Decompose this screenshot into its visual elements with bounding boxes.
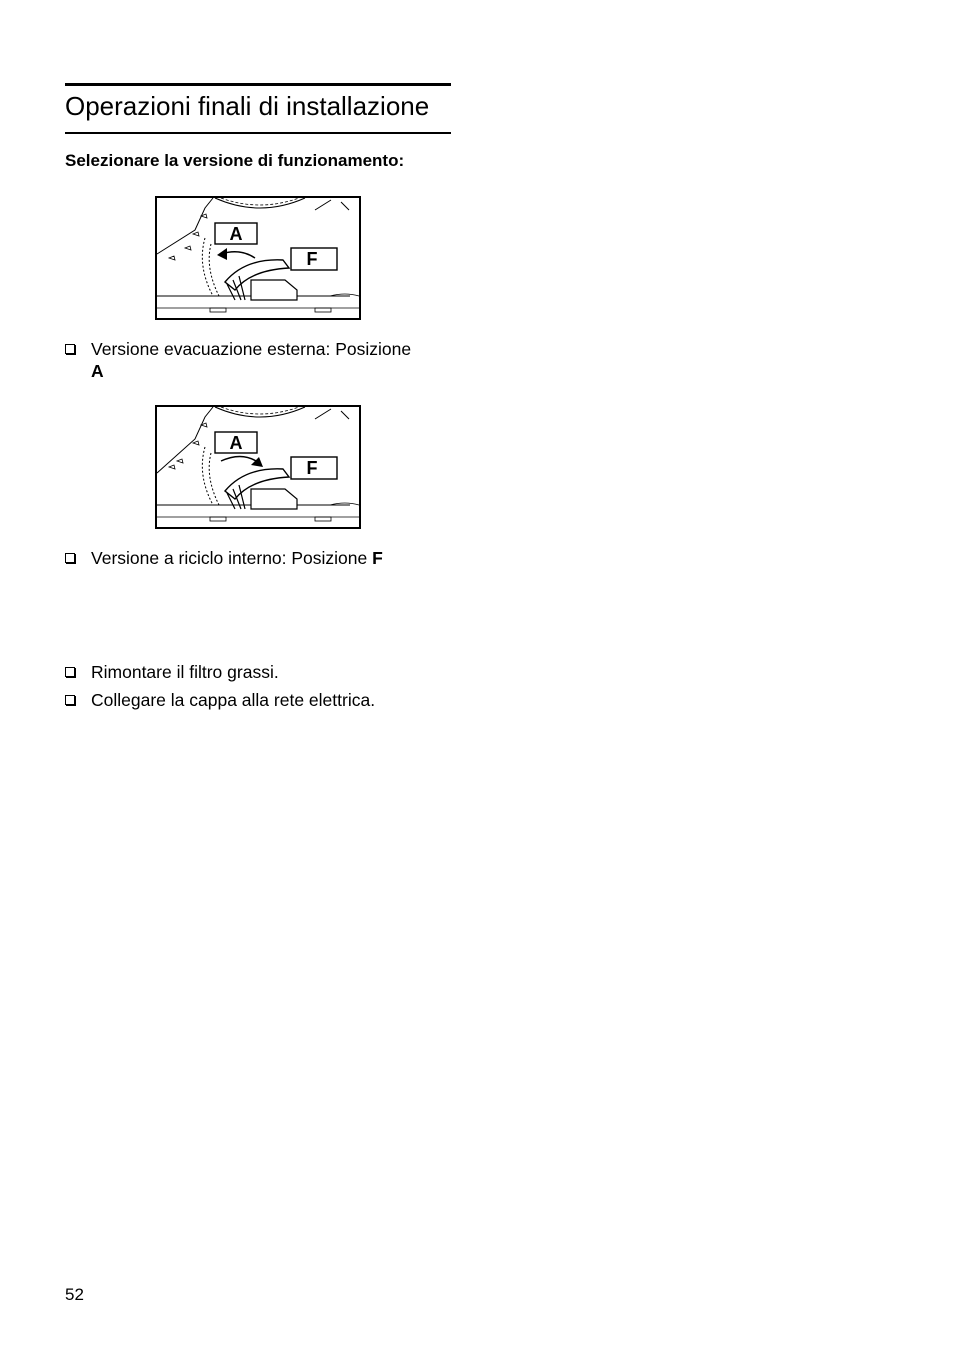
label-a: A [229, 224, 243, 244]
document-page: Operazioni finali di installazione Selezionare la versione di funzionamento: A F Versione evacuazione esterna: Posizione A A F Versione a riciclo interno: Posizione F Rimontare il filtro grassi. Collegare la cappa alla rete elettrica. 52 [0, 0, 954, 1352]
damper-illustration [155, 405, 361, 529]
checkbox-square-icon [65, 695, 75, 705]
title-rule-bottom [65, 132, 451, 134]
figure-recirculation-position-f [155, 405, 361, 529]
label-a: A [229, 433, 243, 453]
damper-illustration [155, 196, 361, 320]
checkbox-square-icon [65, 667, 75, 677]
label-f: F [306, 458, 318, 478]
figure-exhaust-position-a [155, 196, 361, 320]
label-f: F [306, 249, 318, 269]
page-number: 52 [65, 1285, 84, 1304]
title-rule-top [65, 83, 451, 86]
section-title: Operazioni finali di installazione [65, 91, 430, 121]
checkbox-square-icon [65, 553, 75, 563]
checkbox-square-icon [65, 344, 75, 354]
section-subheading: Selezionare la versione di funzionamento: [65, 151, 405, 170]
